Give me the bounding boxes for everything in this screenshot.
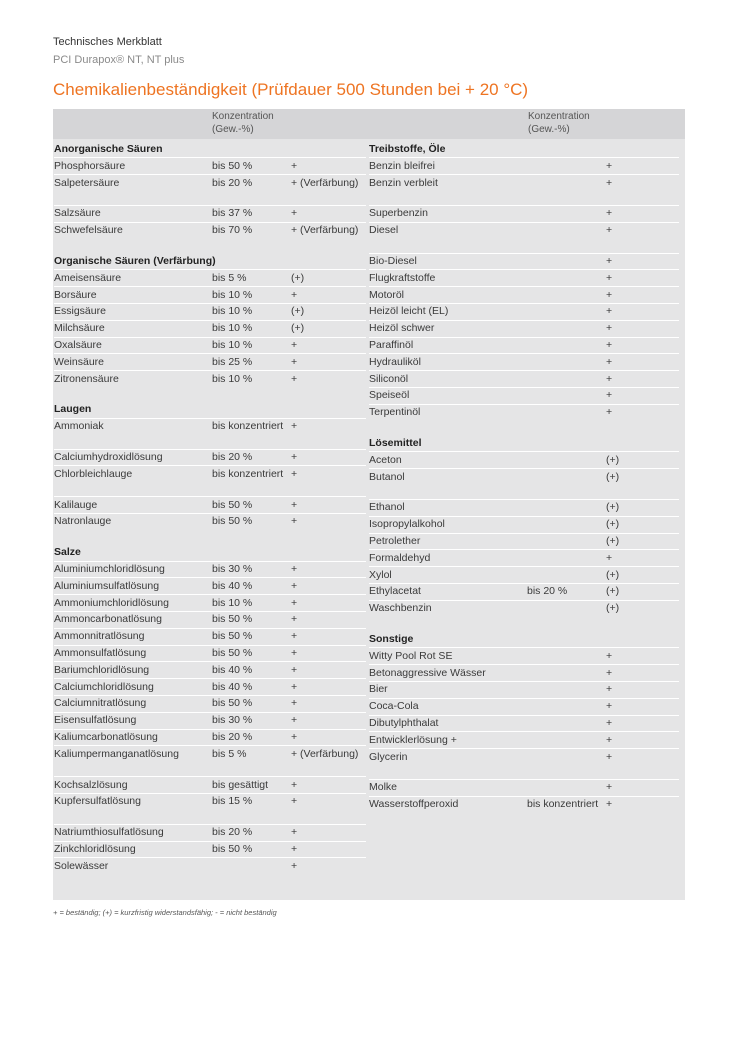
- substance-name: Ammonnitratlösung: [54, 630, 145, 643]
- section-heading: Lösemittel: [369, 437, 422, 449]
- substance-name: Schwefelsäure: [54, 224, 123, 237]
- table-row: [369, 698, 679, 714]
- substance-name: Zitronensäure: [54, 372, 119, 385]
- section-heading: Treibstoffe, Öle: [369, 143, 446, 155]
- table-row: [369, 404, 679, 420]
- resistance-rating: +: [606, 750, 613, 763]
- substance-name: Heizöl leicht (EL): [369, 305, 449, 318]
- substance-name: Formaldehyd: [369, 551, 431, 564]
- resistance-rating: +: [291, 372, 298, 385]
- section-heading: Anorganische Säuren: [54, 143, 163, 155]
- substance-name: Kupfersulfatlösung: [54, 795, 141, 808]
- concentration-value: bis 40 %: [212, 680, 253, 693]
- table-row: [54, 320, 366, 336]
- product-name: PCI Durapox® NT, NT plus: [53, 54, 185, 66]
- concentration-value: bis 30 %: [212, 563, 253, 575]
- table-row: [369, 516, 679, 532]
- table-row: [54, 371, 366, 387]
- concentration-label: Konzentration: [212, 111, 274, 122]
- section-heading: Organische Säuren (Verfärbung): [54, 255, 216, 267]
- substance-name: Calciumhydroxidlösung: [54, 451, 163, 463]
- resistance-rating: (+): [606, 501, 620, 514]
- resistance-rating: +: [606, 372, 613, 385]
- substance-name: Betonaggressive Wässer: [369, 666, 486, 679]
- substance-name: Speiseöl: [369, 389, 410, 402]
- resistance-rating: (+): [606, 453, 620, 466]
- resistance-rating: +: [606, 649, 613, 662]
- substance-name: Waschbenzin: [369, 602, 432, 615]
- table-row: [369, 320, 679, 336]
- substance-name: Entwicklerlösung +: [369, 733, 457, 746]
- substance-name: Weinsäure: [54, 355, 104, 368]
- substance-name: Glycerin: [369, 750, 408, 763]
- table-row: [369, 533, 679, 549]
- resistance-rating: +: [291, 663, 298, 676]
- substance-name: Hydrauliköl: [369, 355, 421, 368]
- concentration-value: bis 50 %: [212, 613, 253, 626]
- substance-name: Bio-Diesel: [369, 255, 417, 267]
- table-row: [54, 645, 366, 661]
- section-heading: Sonstige: [369, 633, 414, 645]
- substance-name: Calciumchloridlösung: [54, 680, 154, 693]
- concentration-value: bis 50 %: [212, 515, 253, 528]
- table-row: [369, 779, 679, 795]
- resistance-rating: +: [606, 781, 613, 794]
- table-row: [369, 175, 679, 191]
- substance-name: Ameisensäure: [54, 271, 122, 284]
- concentration-value: bis 10 %: [212, 339, 253, 351]
- substance-name: Molke: [369, 781, 398, 794]
- resistance-rating: +: [606, 224, 613, 237]
- resistance-rating: +: [606, 683, 613, 696]
- table-row: [369, 303, 679, 319]
- substance-name: Bier: [369, 683, 388, 696]
- resistance-rating: +: [606, 733, 613, 746]
- table-row: [369, 665, 679, 681]
- substance-name: Zinkchloridlösung: [54, 843, 136, 855]
- resistance-rating: +: [606, 700, 613, 713]
- substance-name: Essigsäure: [54, 305, 106, 318]
- table-row: [369, 681, 679, 697]
- resistance-rating: +: [606, 288, 613, 301]
- substance-name: Bariumchloridlösung: [54, 663, 150, 676]
- substance-name: Benzin verbleit: [369, 176, 438, 189]
- resistance-rating: +: [291, 826, 298, 839]
- table-row: [54, 466, 366, 482]
- substance-name: Kaliumcarbonatlösung: [54, 731, 158, 743]
- concentration-value: bis 20 %: [212, 731, 253, 743]
- resistance-rating: +: [606, 207, 613, 220]
- resistance-rating: (+): [291, 271, 305, 284]
- substance-name: Superbenzin: [369, 207, 428, 220]
- resistance-rating: +: [606, 717, 613, 729]
- concentration-value: bis 10 %: [212, 288, 253, 301]
- resistance-rating: +: [291, 420, 298, 433]
- legend-footnote: + = beständig; (+) = kurzfristig widerstandsfähig; - = nicht beständig: [53, 908, 277, 917]
- concentration-value: bis konzentriert: [212, 420, 284, 433]
- table-row: [54, 695, 366, 711]
- substance-name: Chlorbleichlauge: [54, 467, 133, 480]
- substance-name: Isopropylalkohol: [369, 518, 445, 531]
- table-row: [369, 499, 679, 515]
- concentration-value: bis 10 %: [212, 372, 253, 385]
- concentration-value: bis 70 %: [212, 224, 253, 237]
- table-row: [369, 222, 679, 238]
- concentration-value: bis 20 %: [527, 585, 568, 598]
- resistance-rating: +: [291, 467, 298, 480]
- table-row: [369, 371, 679, 387]
- substance-name: Ammoncarbonatlösung: [54, 613, 162, 626]
- resistance-rating: +: [291, 288, 298, 301]
- concentration-value: bis 25 %: [212, 355, 253, 368]
- table-row: [54, 746, 366, 762]
- table-row: [369, 796, 679, 812]
- concentration-value: bis 50 %: [212, 498, 253, 511]
- resistance-rating: + (Verfärbung): [291, 224, 359, 237]
- concentration-value: bis 40 %: [212, 663, 253, 676]
- resistance-rating: (+): [291, 322, 305, 335]
- concentration-value: bis 30 %: [212, 714, 253, 727]
- resistance-rating: +: [291, 843, 298, 855]
- resistance-rating: +: [291, 697, 298, 710]
- substance-name: Salzsäure: [54, 207, 101, 220]
- substance-name: Diesel: [369, 224, 399, 237]
- table-row: [369, 452, 679, 468]
- table-row: [54, 354, 366, 370]
- substance-name: Borsäure: [54, 288, 97, 301]
- section-heading: Laugen: [54, 403, 92, 416]
- resistance-rating: +: [291, 579, 298, 592]
- concentration-value: bis 50 %: [212, 630, 253, 643]
- table-row: [54, 777, 366, 793]
- substance-name: Ethanol: [369, 501, 405, 514]
- substance-name: Aceton: [369, 453, 402, 466]
- resistance-rating: +: [606, 798, 613, 811]
- table-row: [369, 732, 679, 748]
- table-row: [54, 595, 366, 611]
- substance-name: Kalilauge: [54, 498, 98, 511]
- table-row: [54, 628, 366, 644]
- concentration-value: bis 10 %: [212, 322, 253, 335]
- resistance-rating: +: [606, 355, 613, 368]
- concentration-value: bis 20 %: [212, 176, 253, 189]
- table-row: [54, 175, 366, 191]
- resistance-rating: +: [606, 666, 613, 679]
- table-row: [369, 715, 679, 731]
- table-row: [54, 611, 366, 627]
- resistance-rating: +: [291, 647, 298, 659]
- substance-name: Heizöl schwer: [369, 322, 435, 335]
- resistance-rating: +: [606, 159, 613, 172]
- table-row: [54, 793, 366, 809]
- table-row: [54, 679, 366, 695]
- concentration-unit: (Gew.-%): [212, 123, 254, 135]
- resistance-rating: +: [291, 714, 298, 727]
- table-row: [54, 418, 366, 434]
- table-row: [369, 583, 679, 599]
- concentration-value: bis 20 %: [212, 826, 253, 839]
- substance-name: Witty Pool Rot SE: [369, 649, 453, 662]
- concentration-value: bis 15 %: [212, 795, 253, 808]
- substance-name: Xylol: [369, 568, 392, 581]
- document-type: Technisches Merkblatt: [53, 36, 162, 48]
- substance-name: Natriumthiosulfatlösung: [54, 826, 164, 839]
- right-concentration-header: [528, 111, 590, 136]
- resistance-rating: (+): [606, 535, 620, 547]
- resistance-rating: +: [606, 551, 613, 564]
- resistance-rating: +: [291, 630, 298, 643]
- concentration-value: bis 10 %: [212, 305, 253, 318]
- table-row: [54, 578, 366, 594]
- resistance-rating: + (Verfärbung): [291, 176, 359, 189]
- concentration-label: Konzentration: [528, 111, 590, 122]
- resistance-rating: +: [291, 451, 298, 463]
- substance-name: Milchsäure: [54, 322, 105, 335]
- resistance-rating: +: [291, 207, 298, 220]
- concentration-value: bis konzentriert: [212, 467, 284, 480]
- resistance-rating: +: [606, 271, 613, 284]
- substance-name: Siliconöl: [369, 372, 409, 385]
- substance-name: Aluminiumchloridlösung: [54, 563, 165, 575]
- resistance-rating: +: [291, 680, 298, 693]
- concentration-value: bis 37 %: [212, 207, 253, 220]
- concentration-value: bis 50 %: [212, 843, 253, 855]
- concentration-value: bis 5 %: [212, 747, 247, 760]
- substance-name: Butanol: [369, 470, 405, 483]
- substance-name: Phosphorsäure: [54, 159, 126, 172]
- substance-name: Kaliumpermanganatlösung: [54, 747, 179, 760]
- substance-name: Ethylacetat: [369, 585, 421, 598]
- table-row: [54, 287, 366, 303]
- substance-name: Ammonsulfatlösung: [54, 647, 147, 659]
- concentration-value: bis 20 %: [212, 451, 253, 463]
- substance-name: Solewässer: [54, 859, 109, 872]
- resistance-rating: +: [291, 778, 298, 791]
- substance-name: Benzin bleifrei: [369, 159, 435, 172]
- concentration-value: bis 10 %: [212, 596, 253, 609]
- table-row: [369, 648, 679, 664]
- concentration-value: bis 5 %: [212, 271, 247, 284]
- table-row: [369, 287, 679, 303]
- table-row: [54, 662, 366, 678]
- resistance-rating: +: [606, 176, 613, 189]
- substance-name: Terpentinöl: [369, 406, 421, 419]
- resistance-rating: (+): [606, 470, 620, 483]
- table-row: [369, 354, 679, 370]
- resistance-rating: +: [606, 305, 613, 318]
- table-row: [54, 449, 366, 465]
- concentration-value: bis konzentriert: [527, 798, 599, 811]
- table-row: [54, 222, 366, 238]
- table-row: [54, 337, 366, 353]
- resistance-rating: (+): [606, 585, 620, 598]
- table-row: [54, 841, 366, 857]
- chemical-resistance-table: [53, 109, 685, 900]
- resistance-rating: +: [606, 389, 613, 402]
- substance-name: Coca-Cola: [369, 700, 419, 713]
- table-row: [54, 712, 366, 728]
- resistance-rating: +: [291, 355, 298, 368]
- table-row: [369, 550, 679, 566]
- table-row: [369, 567, 679, 583]
- resistance-rating: +: [291, 515, 298, 528]
- resistance-rating: +: [291, 159, 298, 172]
- resistance-rating: (+): [606, 568, 620, 581]
- resistance-rating: (+): [291, 305, 305, 318]
- table-row: [54, 270, 366, 286]
- resistance-rating: (+): [606, 518, 620, 531]
- resistance-rating: +: [291, 339, 298, 351]
- resistance-rating: +: [606, 322, 613, 335]
- table-row: [369, 337, 679, 353]
- table-row: [369, 469, 679, 485]
- resistance-rating: +: [291, 563, 298, 575]
- resistance-rating: +: [606, 255, 613, 267]
- table-row: [54, 824, 366, 840]
- table-row: [54, 303, 366, 319]
- resistance-rating: +: [291, 613, 298, 626]
- substance-name: Flugkraftstoffe: [369, 271, 436, 284]
- table-row: [54, 205, 366, 221]
- left-concentration-header: [212, 111, 274, 136]
- concentration-value: bis 50 %: [212, 647, 253, 659]
- table-row: [54, 497, 366, 513]
- resistance-rating: +: [291, 859, 298, 872]
- concentration-unit: (Gew.-%): [528, 123, 570, 135]
- substance-name: Salpetersäure: [54, 176, 120, 189]
- resistance-rating: +: [291, 498, 298, 511]
- section-heading: Salze: [54, 546, 81, 559]
- resistance-rating: +: [606, 406, 613, 419]
- substance-name: Paraffinöl: [369, 339, 414, 351]
- concentration-value: bis 40 %: [212, 579, 253, 592]
- table-row: [54, 513, 366, 529]
- substance-name: Calciumnitratlösung: [54, 697, 147, 710]
- resistance-rating: +: [606, 339, 613, 351]
- resistance-rating: (+): [606, 602, 620, 615]
- substance-name: Ammoniumchloridlösung: [54, 596, 169, 609]
- concentration-value: bis 50 %: [212, 159, 253, 172]
- concentration-value: bis 50 %: [212, 697, 253, 710]
- substance-name: Motoröl: [369, 288, 405, 301]
- substance-name: Kochsalzlösung: [54, 778, 128, 791]
- table-row: [54, 858, 366, 874]
- substance-name: Ammoniak: [54, 420, 104, 433]
- resistance-rating: +: [291, 795, 298, 808]
- table-row: [369, 205, 679, 221]
- table-row: [54, 158, 366, 174]
- concentration-value: bis gesättigt: [212, 778, 269, 791]
- table-row: [369, 270, 679, 286]
- substance-name: Eisensulfatlösung: [54, 714, 137, 727]
- table-row: [369, 253, 679, 269]
- table-header-band: [53, 109, 685, 139]
- substance-name: Wasserstoffperoxid: [369, 798, 459, 811]
- substance-name: Aluminiumsulfatlösung: [54, 579, 160, 592]
- resistance-rating: +: [291, 731, 298, 743]
- table-row: [54, 729, 366, 745]
- substance-name: Oxalsäure: [54, 339, 102, 351]
- table-row: [54, 561, 366, 577]
- substance-name: Natronlauge: [54, 515, 112, 528]
- resistance-rating: + (Verfärbung): [291, 747, 359, 760]
- table-row: [369, 158, 679, 174]
- page-title: Chemikalienbeständigkeit (Prüfdauer 500 Stunden bei + 20 °C): [53, 80, 529, 99]
- substance-name: Dibutylphthalat: [369, 717, 439, 729]
- table-row: [369, 387, 679, 403]
- resistance-rating: +: [291, 596, 298, 609]
- substance-name: Petrolether: [369, 535, 421, 547]
- table-row: [369, 749, 679, 765]
- table-row: [369, 600, 679, 616]
